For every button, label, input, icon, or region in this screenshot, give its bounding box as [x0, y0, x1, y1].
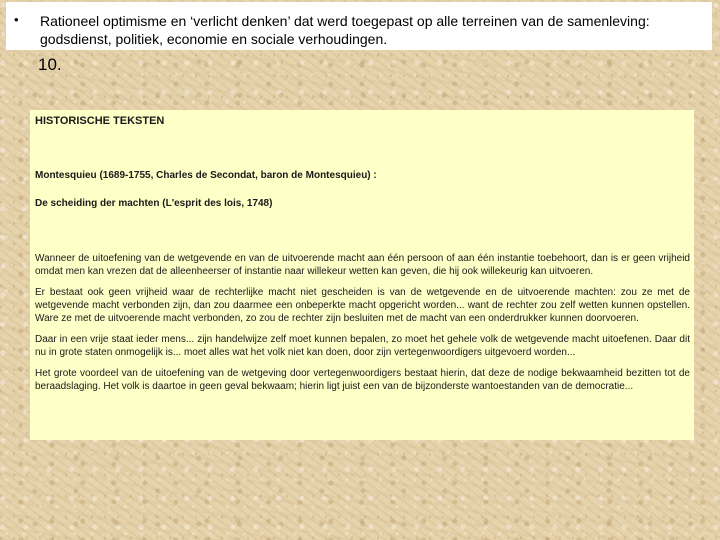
document-paragraph: Daar in een vrije staat ieder mens... zijn handelwijze zelf moet kunnen bepalen, zo moet het gehele volk de wetgevende macht uitoefenen. Daar dit nu in grote staten onmogelijk is... moet alles wat het volk niet kan doen, door zijn vertegenwoordigers uitgevoerd worden... — [35, 334, 690, 358]
bullet-text: Rationeel optimisme en ‘verlicht denken’ dat werd toegepast op alle terreinen van de samenleving: godsdienst, politiek, economie en sociale verhoudingen. — [40, 13, 650, 47]
document-paragraph: Wanneer de uitoefening van de wetgevende en van de uitvoerende macht aan één persoon of aan één instantie toebehoort, dan is er geen vrijheid omdat men kan vrezen dat de alleenheerser of instantie naar willekeur wetten kan geven, die hij ook willekeurig kan uitvoeren. — [35, 253, 690, 277]
document-paragraph: Er bestaat ook geen vrijheid waar de rechterlijke macht niet gescheiden is van de wetgevende en de uitvoerende machten: zou ze met de wetgevende macht verbonden zijn, dan zou daarmee een onbeperkte macht opgericht worden... want de rechter zou zelf wetten kunnen opstellen. Ware ze met de uitvoerende macht verbonden, zo zou de rechter zijn besluiten met de macht van een onderdrukker kunnen doorvoeren. — [35, 287, 690, 324]
document-paragraph: Het grote voordeel van de uitoefening van de wetgeving door vertegenwoordigers bestaat hierin, dat deze de nodige bekwaamheid bezitten tot de beraadslaging. Het volk is daartoe in geen geval bekwaam; hierin ligt juist een van de bijzonderste wantoestanden van de democratie... — [35, 368, 690, 392]
bullet-point: • — [14, 12, 19, 27]
document-subtitle: De scheiding der machten (L'esprit des lois, 1748) — [35, 198, 273, 209]
bullet-box — [6, 2, 712, 50]
slide-number: 10. — [38, 55, 62, 74]
document-heading: HISTORISCHE TEKSTEN — [35, 115, 165, 127]
historical-text-panel — [30, 110, 694, 440]
document-author: Montesquieu (1689-1755, Charles de Secondat, baron de Montesquieu) : — [35, 170, 377, 181]
